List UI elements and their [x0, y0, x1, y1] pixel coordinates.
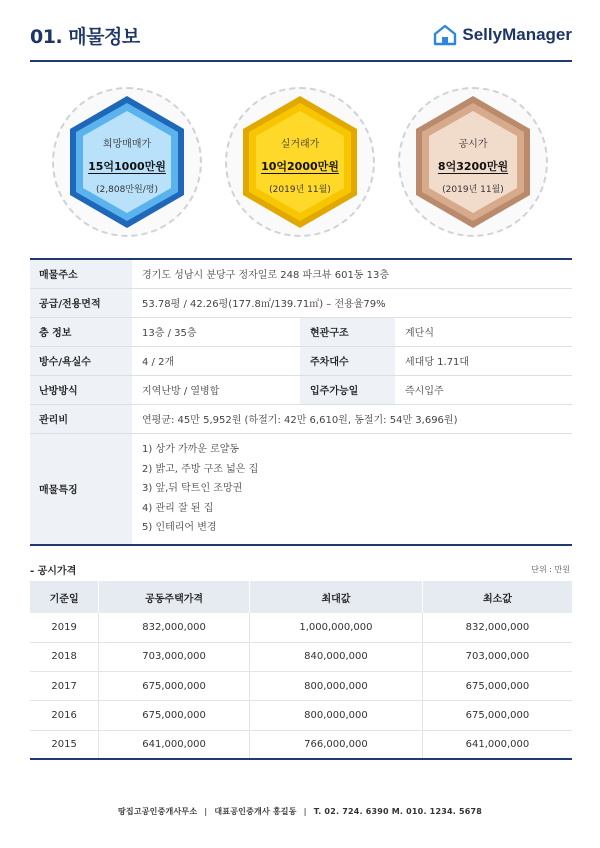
table-header-row [30, 581, 572, 613]
column-header: 최대값 [249, 581, 422, 613]
table-cell: 2016 [30, 701, 99, 730]
table-row [30, 672, 572, 701]
property-info-table [30, 258, 572, 546]
official-price-badge [398, 87, 548, 237]
broker-name: 대표공인중개사 홍길동 [214, 807, 297, 816]
list-item: 1) 상가 가까운 로얄동 [142, 444, 240, 455]
badge-sub: (2019년 11월) [442, 185, 504, 195]
table-cell: 2019 [30, 613, 99, 642]
section-title: - 공시가격 [30, 566, 77, 577]
table-row [30, 701, 572, 730]
table-row [30, 259, 572, 288]
table-cell: 800,000,000 [249, 701, 422, 730]
unit-label: 단위 : 만원 [531, 565, 570, 574]
table-cell: 1,000,000,000 [249, 613, 422, 642]
page-title: 01. 매물정보 [30, 26, 140, 48]
table-cell: 2018 [30, 642, 99, 671]
badge-amount: 8억3200만원 [437, 160, 509, 173]
agency-name: 땅집고공인중개사무소 [117, 807, 198, 816]
table-row [30, 433, 572, 545]
table-cell: 766,000,000 [249, 730, 422, 759]
table-cell: 800,000,000 [249, 672, 422, 701]
table-row [30, 613, 572, 642]
heating-value: 지역난방 / 열병합 [132, 375, 300, 404]
fee-label: 관리비 [30, 404, 132, 433]
table-cell: 675,000,000 [99, 672, 250, 701]
table-cell: 641,000,000 [99, 730, 250, 759]
badge-sub: (2,808만원/평) [96, 185, 158, 195]
structure-label: 현관구조 [300, 317, 395, 346]
table-cell: 2017 [30, 672, 99, 701]
brand-logo [433, 24, 572, 46]
movein-label: 입주가능일 [300, 375, 395, 404]
area-value: 53.78평 / 42.26평(177.8㎡/139.71㎡) – 전용율79% [132, 288, 572, 317]
structure-value: 계단식 [395, 317, 572, 346]
house-icon [433, 24, 457, 46]
heating-label: 난방방식 [30, 375, 132, 404]
badge-label: 공시가 [458, 139, 488, 150]
table-row [30, 317, 572, 346]
table-cell: 840,000,000 [249, 642, 422, 671]
list-item: 5) 인테리어 변경 [142, 522, 217, 533]
page-header [30, 22, 572, 62]
parking-value: 세대당 1.71대 [395, 346, 572, 375]
table-cell: 703,000,000 [99, 642, 250, 671]
list-item: 2) 밝고, 주방 구조 넓은 집 [142, 463, 259, 475]
brand-name: SellyManager [462, 25, 572, 44]
divider: | [303, 807, 307, 816]
table-row [30, 346, 572, 375]
fee-value: 연평균: 45만 5,952원 (하절기: 42만 6,610원, 동절기: 54만 3,696원) [132, 404, 572, 433]
address-value: 경기도 성남시 분당구 정자일로 248 파크뷰 601동 13층 [132, 259, 572, 288]
table-cell: 641,000,000 [422, 730, 572, 759]
list-item: 3) 앞,뒤 탁트인 조망권 [142, 483, 243, 494]
badge-label: 실거래가 [280, 139, 320, 150]
divider: | [204, 807, 208, 816]
table-row [30, 730, 572, 759]
column-header: 공동주택가격 [99, 581, 250, 613]
list-item: 4) 관리 잘 된 집 [142, 502, 214, 514]
address-label: 매물주소 [30, 259, 132, 288]
table-cell: 832,000,000 [99, 613, 250, 642]
table-row [30, 288, 572, 317]
table-row [30, 404, 572, 433]
table-row [30, 375, 572, 404]
table-cell: 675,000,000 [422, 672, 572, 701]
table-cell: 2015 [51, 739, 77, 751]
footer [0, 806, 600, 817]
table-cell: 675,000,000 [99, 701, 250, 730]
badge-sub: (2019년 11월) [269, 185, 331, 195]
badge-amount: 15억1000만원 [88, 160, 166, 173]
rooms-label: 방수/욕실수 [30, 346, 132, 375]
badge-amount: 10억2000만원 [261, 160, 339, 173]
floor-value: 13층 / 35층 [132, 317, 300, 346]
contact-info: T. 02. 724. 6390 M. 010. 1234. 5678 [313, 807, 483, 816]
badge-label: 희망매매가 [102, 139, 152, 150]
actual-price-badge [225, 87, 375, 237]
column-header: 최소값 [422, 581, 572, 613]
parking-label: 주차대수 [300, 346, 395, 375]
features-list [132, 433, 572, 545]
table-cell: 675,000,000 [422, 701, 572, 730]
column-header: 기준일 [30, 581, 99, 613]
official-price-table [30, 581, 572, 760]
rooms-value: 4 / 2개 [132, 346, 300, 375]
asking-price-badge [52, 87, 202, 237]
movein-value: 즉시입주 [395, 375, 572, 404]
floor-label: 층 정보 [30, 317, 132, 346]
table-cell: 832,000,000 [422, 613, 572, 642]
table-cell: 703,000,000 [422, 642, 572, 671]
area-label: 공급/전용면적 [30, 288, 132, 317]
table-row [30, 642, 572, 671]
features-label: 매물특징 [30, 433, 132, 545]
